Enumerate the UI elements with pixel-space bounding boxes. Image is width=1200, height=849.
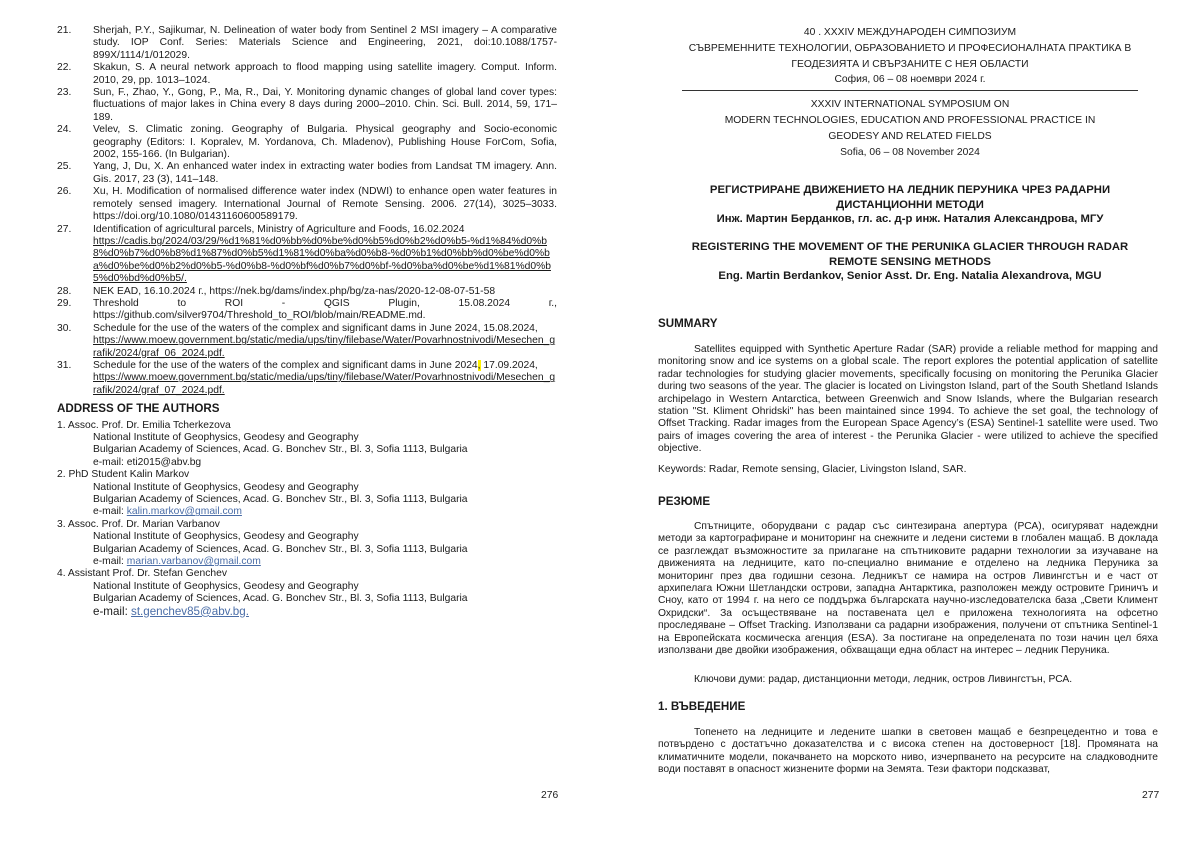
reference-item [57, 62, 557, 87]
reference-item [57, 224, 557, 286]
header-line: GEODESY AND RELATED FIELDS [828, 130, 992, 142]
author-email-line [93, 606, 557, 618]
authors-heading: ADDRESS OF THE AUTHORS [57, 402, 220, 416]
right-page [600, 0, 1200, 849]
header-divider [682, 90, 1138, 91]
title-en [658, 240, 1162, 284]
title-authors: Инж. Мартин Берданков, гл. ас. д-р инж. Наталия Александрова, МГУ [716, 213, 1104, 225]
reference-item [57, 186, 557, 223]
author-email-line [93, 556, 557, 568]
author-address: Bulgarian Academy of Sciences, Acad. G. Bonchev Str., Bl. 3, Sofia 1113, Bulgaria [93, 543, 468, 555]
reference-text: 17.09.2024, [480, 359, 538, 371]
header-line: София, 06 – 08 ноември 2024 г. [834, 74, 986, 86]
reference-item [57, 161, 557, 186]
author-name: 3. Assoc. Prof. Dr. Marian Varbanov [57, 518, 220, 530]
reference-number: 22. [57, 62, 72, 74]
header-line: Sofia, 06 – 08 November 2024 [840, 146, 980, 158]
highlight-mark: , [477, 359, 481, 371]
reference-number: 24. [57, 124, 72, 136]
author-email-line [93, 457, 557, 469]
symposium-header [658, 25, 1162, 160]
reference-text: Sherjah, P.Y., Sajikumar, N. Delineation of water body from Sentinel 2 MSI imagery – A comparative study. IOP Conf. Series: Materials Science and Engineering, 2021, doi:10.1088/1757-899X/1114/1/012029. [93, 25, 557, 61]
reference-item [57, 124, 557, 161]
author-name: 4. Assistant Prof. Dr. Stefan Genchev [57, 568, 227, 580]
reference-number: 23. [57, 87, 72, 99]
reference-number: 25. [57, 161, 72, 173]
author-email[interactable]: eti2015@abv.bg [126, 456, 202, 468]
reference-number: 21. [57, 25, 72, 36]
author-email-link[interactable]: marian.varbanov@gmail.com [126, 556, 261, 568]
title-line: REGISTERING THE MOVEMENT OF THE PERUNIKA GLACIER THROUGH RADAR [691, 241, 1129, 253]
resume-heading: РЕЗЮМЕ [658, 495, 711, 508]
page-number: 277 [1142, 790, 1160, 801]
author-address: Bulgarian Academy of Sciences, Acad. G. Bonchev Str., Bl. 3, Sofia 1113, Bulgaria [93, 593, 468, 605]
reference-number: 27. [57, 223, 72, 235]
page-number: 276 [541, 790, 559, 801]
reference-number: 31. [57, 359, 72, 371]
reference-text: Schedule for the use of the waters of the complex and significant dams in June 2024, 15.08.2024, [93, 322, 538, 334]
header-line: 40 . XXXIV МЕЖДУНАРОДЕН СИМПОЗИУМ [803, 27, 1017, 38]
reference-number: 28. [57, 285, 72, 297]
author-institute: National Institute of Geophysics, Geodesy and Geography [93, 580, 359, 592]
reference-number: 26. [57, 186, 72, 198]
header-line: XXXIV INTERNATIONAL SYMPOSIUM ON [810, 99, 1010, 111]
title-authors: Eng. Martin Berdankov, Senior Asst. Dr. Eng. Natalia Alexandrova, MGU [718, 270, 1102, 282]
keywords-en: Keywords: Radar, Remote sensing, Glacier, Livingston Island, SAR. [658, 464, 967, 475]
reference-item [57, 360, 557, 397]
reference-text: NEK EAD, 16.10.2024 г., https://nek.bg/dams/index.php/bg/za-nas/2020-12-08-07-51-58 [93, 285, 496, 297]
reference-text: Skakun, S. A neural network approach to flood mapping using satellite imagery. Comput. Inform. 2010, 29, pp. 1013–1024. [93, 62, 557, 86]
author-email-link[interactable]: st.genchev85@abv.bg. [131, 604, 249, 618]
reference-item [57, 286, 557, 298]
title-line: ДИСТАНЦИОННИ МЕТОДИ [836, 198, 984, 211]
reference-text: Sun, F., Zhao, Y., Gong, P., Ma, R., Dai, Y. Monitoring dynamic changes of global land cover types: fluctuations of major lakes in China every 8 days during 2000–2010. Chin. Sci. Bull. 2014, 59, 171–189. [93, 87, 557, 123]
reference-text: Threshold to ROI - QGIS Plugin, 15.08.2024 г., https://github.com/silver9704/Threshold_to_ROI/blob/main/README.md. [93, 297, 557, 322]
reference-item [57, 298, 557, 323]
email-label: e-mail: [93, 556, 127, 568]
summary-text: Satellites equipped with Synthetic Aperture Radar (SAR) provide a reliable method for mapping and monitoring snow and ice systems on a global scale. The report explores the potential application of satellite radar technologies for studying glacier movements, specifically focusing on monitoring the Perunika Glacier during two seasons of the year. The glacier is located on Livingston Island, part of the South Shetland Islands archipelago in Western Antarctica, between Greenwich and Snow Islands, where the Bulgarian research station "St. Kliment Ohridski" has been maintained since 1994. To achieve the set goal, the technology of Offset Tracking. Radar images from the European Space Agency’s (ESA) Sentinel-1 satellite were used. Two pairs of images covering the area of interest - the Perunika Glacier - were utilized to achieve the specified objective. [658, 344, 1158, 455]
reference-text: Schedule for the use of the waters of the complex and significant dams in June 2024 [93, 359, 478, 371]
references-list [57, 25, 557, 618]
summary-heading: SUMMARY [658, 317, 718, 330]
resume-text: Спътниците, оборудвани с радар със синтезирана апертура (РСА), осигуряват надеждни методи за картографиране и мониторинг на снежните и ледени системи в глобален мащаб. В доклада се разглеждат възможностите за прилагане на спътниковите радарни технологии за изучаване на движенията на ледниците, като по-специално внимание е отделено на ледника Перуника за мониторинг през два годишни сезона. Ледникът се намира на остров Ливингстън и е част от архипелага Южни Шетландски острови, западна Антарктика, разположен между островите Гриничъ и Сноу, като от 1994 г. на него се поддържа българската научно-изследователска база „Свети Климент Охридски“. За осъществяване на поставената цел е приложена технологията на офсетно проследяване – Offset Tracking. Използвани са радарни изображения, получени от спътника Sentinel-1 на Европейската космическа агенция (ESA). За постигане на определената по този начин цел бяха използвани две двойки изображения, обхващащи една област на интерес – ледник Перуника. [658, 521, 1158, 657]
author-name: 2. PhD Student Kalin Markov [57, 469, 190, 481]
header-line: ГЕОДЕЗИЯТА И СВЪРЗАНИТЕ С НЕЯ ОБЛАСТИ [791, 58, 1029, 70]
title-line: РЕГИСТРИРАНЕ ДВИЖЕНИЕТО НА ЛЕДНИК ПЕРУНИКА ЧРЕЗ РАДАРНИ [709, 184, 1111, 196]
author-entry [57, 420, 557, 470]
author-entry [57, 568, 557, 618]
reference-item [57, 87, 557, 124]
intro-text: Топенето на ледниците и ледените шапки в световен мащаб е безпрецедентно и това е потвърдено с достатъчно доказателства и с висока степен на достоверност [18]. Промяната на климатичните модели, покачването на морското ниво, изчерпването на ресурсите на сладководните води поставят в опасност жизнените форми на Земята. Тези фактори подсказват, [658, 727, 1158, 776]
reference-text: Velev, S. Climatic zoning. Geography of Bulgaria. Physical geography and Socio-economic geography (Editors: I. Kopralev, M. Yordanova, Ch. Mladenov), Publishing House ForCom, Sofia, 2002, 155-166. (In Bulgarian). [93, 124, 557, 161]
author-email-line [93, 506, 557, 518]
author-name: 1. Assoc. Prof. Dr. Emilia Tcherkezova [57, 419, 231, 431]
email-label: e-mail: [93, 506, 127, 518]
email-label: e-mail: [93, 456, 127, 468]
author-institute: National Institute of Geophysics, Geodesy and Geography [93, 432, 359, 443]
author-address: Bulgarian Academy of Sciences, Acad. G. Bonchev Str., Bl. 3, Sofia 1113, Bulgaria [93, 444, 468, 456]
author-institute: National Institute of Geophysics, Geodesy and Geography [93, 481, 359, 493]
author-entry [57, 519, 557, 569]
reference-item [57, 323, 557, 360]
reference-text: Identification of agricultural parcels, Ministry of Agriculture and Foods, 16.02.2024 [93, 223, 465, 235]
author-institute: National Institute of Geophysics, Geodesy and Geography [93, 531, 359, 543]
reference-number: 29. [57, 297, 72, 309]
header-line: MODERN TECHNOLOGIES, EDUCATION AND PROFESSIONAL PRACTICE IN [724, 114, 1096, 126]
author-email-link[interactable]: kalin.markov@gmail.com [126, 506, 242, 518]
reference-text: Xu, H. Modification of normalised difference water index (NDWI) to enhance open water features in remotely sensed imagery. International Journal of Remote Sensing. 2006. 27(14), 3025–3033. https://doi.org/10.1080/01431160600589179. [93, 186, 557, 223]
intro-heading: 1. ВЪВЕДЕНИЕ [658, 700, 746, 713]
reference-link[interactable]: https://www.moew.government.bg/static/media/ups/tiny/filebase/Water/Povarhnostnivodi/Mesechen_grafik/2024/graf_06_2024.pdf. [93, 335, 556, 359]
author-entry [57, 469, 557, 519]
reference-link[interactable]: https://cadis.bg/2024/03/29/%d1%81%d0%bb%d0%be%d0%b5%d0%b2%d0%b5-%d1%84%d0%b8%d0%b7%d0%b8%d1%87%d0%b5%d1%81%d0%ba%d0%b8-%d0%b1%d0%bb%d0%be%d0%ba%d0%be%d0%b2%d0%b5-%d0%b8-%d0%bf%d0%b7%d0%bf-%d0%ba%d0%be%d1%81%d0%b5%d0%bd%d0%b5/. [93, 235, 551, 285]
keywords-bg: Ключови думи: радар, дистанционни методи, ледник, остров Ливингстън, РСА. [694, 674, 1073, 685]
reference-text: Yang, J, Du, X. An enhanced water index in extracting water bodies from Landsat TM imagery. Ann. Gis. 2017, 23 (3), 141–148. [93, 161, 557, 185]
title-bg [658, 183, 1162, 227]
reference-number: 30. [57, 322, 72, 334]
title-line: REMOTE SENSING METHODS [829, 255, 991, 268]
email-label: e-mail: [93, 604, 132, 618]
reference-item [57, 25, 557, 62]
reference-link[interactable]: https://www.moew.government.bg/static/media/ups/tiny/filebase/Water/Povarhnostnivodi/Mesechen_grafik/2024/graf_07_2024.pdf. [93, 372, 556, 396]
header-line: СЪВРЕМЕННИТЕ ТЕХНОЛОГИИ, ОБРАЗОВАНИЕТО И ПРОФЕСИОНАЛНАТА ПРАКТИКА В [688, 42, 1132, 54]
author-address: Bulgarian Academy of Sciences, Acad. G. Bonchev Str., Bl. 3, Sofia 1113, Bulgaria [93, 494, 468, 506]
